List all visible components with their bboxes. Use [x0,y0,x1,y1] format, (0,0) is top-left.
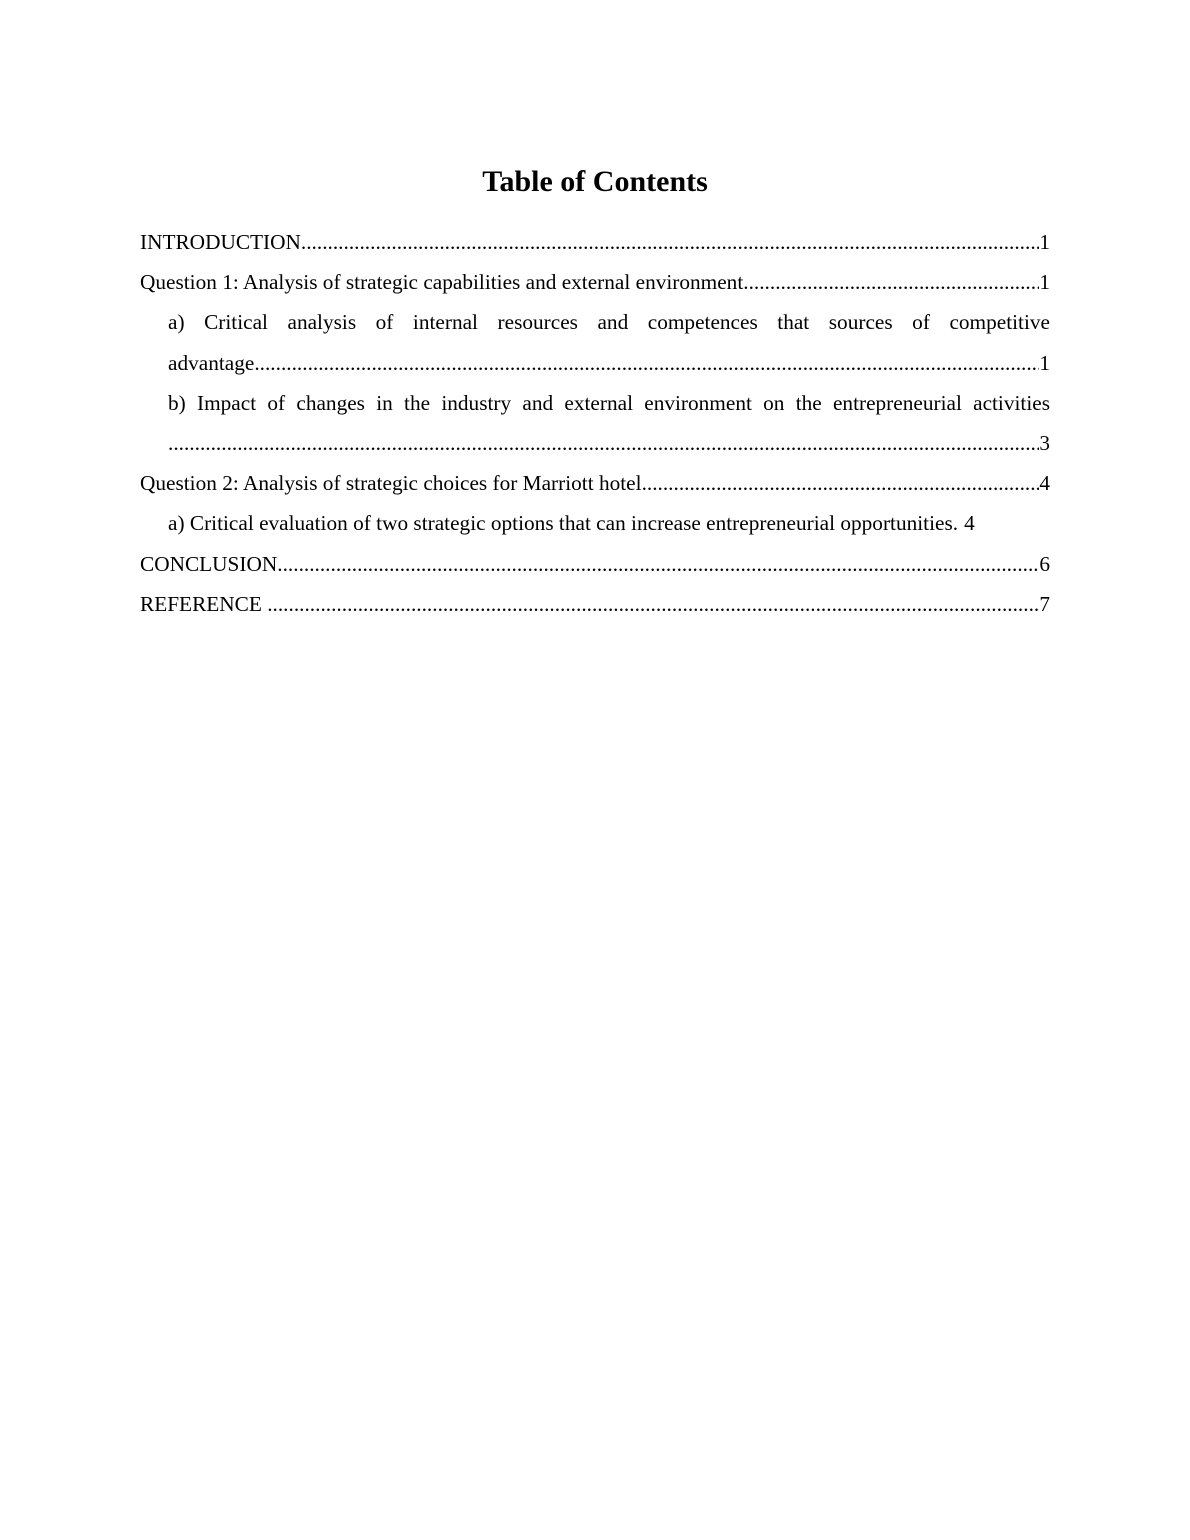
dot-leader [301,222,1039,262]
toc-entry-label-line-1: a) Critical analysis of internal resources and competences that sources of competitive [168,310,1050,335]
dot-leader [168,423,1039,463]
toc-entry-question-1a[interactable] [140,302,1050,382]
toc-entry-label: CONCLUSION [140,551,278,576]
dot-leader [254,343,1039,383]
toc-page-number: 1 [1039,230,1050,254]
toc-entry-label-line-2: advantage [168,350,255,375]
toc-page-number: 4 [964,511,975,536]
dot-leader [267,584,1039,624]
toc-page-number: 4 [1039,471,1050,496]
toc-page-number: 3 [1039,430,1050,455]
dot-leader [642,463,1040,503]
toc-entry-label-line-1: b) Impact of changes in the industry and external environment on the entrepreneurial activities [168,390,1050,415]
dot-leader [743,262,1039,302]
toc-entry-question-2a[interactable] [140,503,1050,543]
toc-entry-introduction[interactable] [140,222,1050,262]
toc-entry-question-2[interactable] [140,463,1050,503]
toc-entry-question-1b[interactable] [140,383,1050,463]
toc-entry-question-1[interactable] [140,262,1050,302]
toc-page-number: 1 [1039,350,1050,375]
table-of-contents [140,222,1050,624]
toc-entry-label: Question 1: Analysis of strategic capabilities and external environment [140,270,744,295]
toc-entry-label: INTRODUCTION [140,230,301,254]
dot-leader [277,544,1039,584]
toc-entry-reference[interactable] [140,584,1050,624]
toc-entry-label: Question 2: Analysis of strategic choices for Marriott hotel [140,471,642,496]
toc-entry-label: REFERENCE [140,591,268,616]
toc-entry-conclusion[interactable] [140,544,1050,584]
toc-page-number: 7 [1039,591,1050,616]
toc-title: Table of Contents [482,165,708,198]
toc-entry-label: a) Critical evaluation of two strategic options that can increase entrepreneurial opportunities. [168,511,959,536]
toc-page-number: 6 [1039,551,1050,576]
toc-page-number: 1 [1039,270,1050,295]
